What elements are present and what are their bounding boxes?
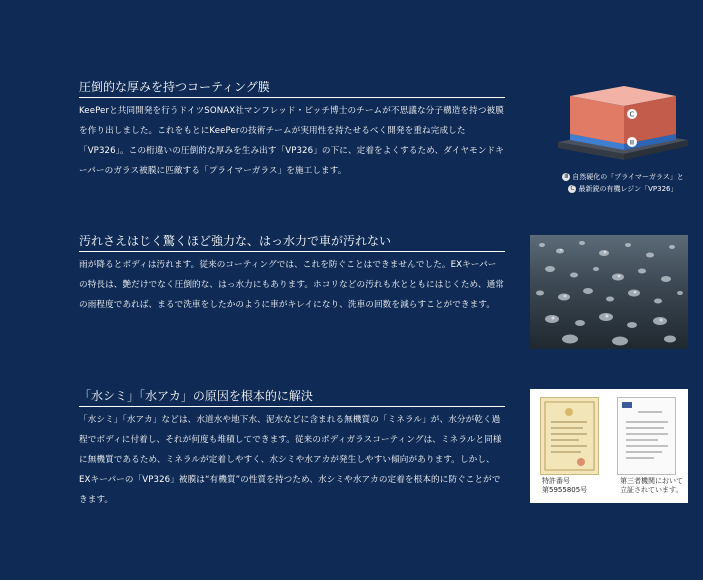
water-droplets-image xyxy=(530,235,688,349)
caption-line-1 xyxy=(552,171,694,183)
report-caption-line-1: 第三者機関において xyxy=(620,477,683,485)
marker-glass-label: Ⅲ xyxy=(629,139,635,147)
caption-line-2 xyxy=(552,183,694,195)
patent-certificate-image xyxy=(540,397,599,475)
section-title: 「水シミ」「水アカ」の原因を根本的に解決 xyxy=(79,388,505,407)
section-body: 雨が降るとボディは汚れます。従来のコーティングでは、これを防ぐことはできませんでした。EXキーパーの特長は、艶だけでなく圧倒的な、はっ水力にもあります。ホコリなどの汚れも水とともにはじくため、通常の雨程度であれば、まるで洗車をしたかのように車がキレイになり、洗車の回数を減らすことができます。 xyxy=(79,260,504,310)
test-report-lines xyxy=(618,398,675,474)
test-report-document-image xyxy=(617,397,676,475)
patent-caption xyxy=(542,477,587,495)
section-title: 圧倒的な厚みを持つコーティング膜 xyxy=(79,79,505,98)
section-title: 汚れさえはじく驚くほど強力な、はっ水力で車が汚れない xyxy=(79,233,505,252)
coating-layers-graphic xyxy=(552,78,694,200)
water-beading-photo xyxy=(530,235,688,349)
coating-caption xyxy=(552,171,694,195)
certificates-panel xyxy=(530,389,688,503)
section-water-spots xyxy=(79,388,505,510)
section-water-repellency xyxy=(79,233,505,315)
caption-text-1: 自然硬化の「プライマーガラス」と xyxy=(572,173,684,181)
section-coating-thickness xyxy=(79,79,505,181)
marker-c-label: C xyxy=(629,110,635,119)
patent-caption-line-1: 特許番号 xyxy=(542,477,570,485)
caption-text-2: 最新鋭の有機レジン「VP326」 xyxy=(578,185,678,193)
coating-layers-illustration xyxy=(552,78,694,170)
report-caption xyxy=(620,477,683,495)
patent-certificate-lines xyxy=(541,398,598,474)
report-caption-line-2: 立証されています。 xyxy=(620,486,683,494)
marker-iii-icon: Ⅲ xyxy=(564,173,569,180)
section-body: KeePerと共同開発を行うドイツSONAX社マンフレッド・ピッチ博士のチームが不思議な分子構造を持つ被膜を作り出しました。これをもとにKeePerの技術チームが実用性を持たせるべく開発を重ね完成した「VP326」。この桁違いの圧倒的な厚みを生み出す「VP326」の下に、定着をよくするため、ダイヤモンドキーパーのガラス被膜に匹敵する「プライマーガラス」を施工します。 xyxy=(79,106,504,176)
patent-caption-line-2: 第5955805号 xyxy=(542,486,588,494)
section-body: 「水シミ」「水アカ」などは、水道水や地下水、泥水などに含まれる無機質の「ミネラル」が、水分が乾く過程でボディに付着し、それが何度も堆積してできます。従来のボディガラスコーティングは、ミネラルと同様に無機質であるため、ミネラルが定着しやすく、水シミや水アカが発生しやすい傾向があります。しかし、EXキーパーの「VP326」被膜は“有機質”の性質を持つため、水シミや水アカの定着を根本的に防ぐことができます。 xyxy=(79,415,502,505)
marker-c-icon: C xyxy=(570,185,575,192)
